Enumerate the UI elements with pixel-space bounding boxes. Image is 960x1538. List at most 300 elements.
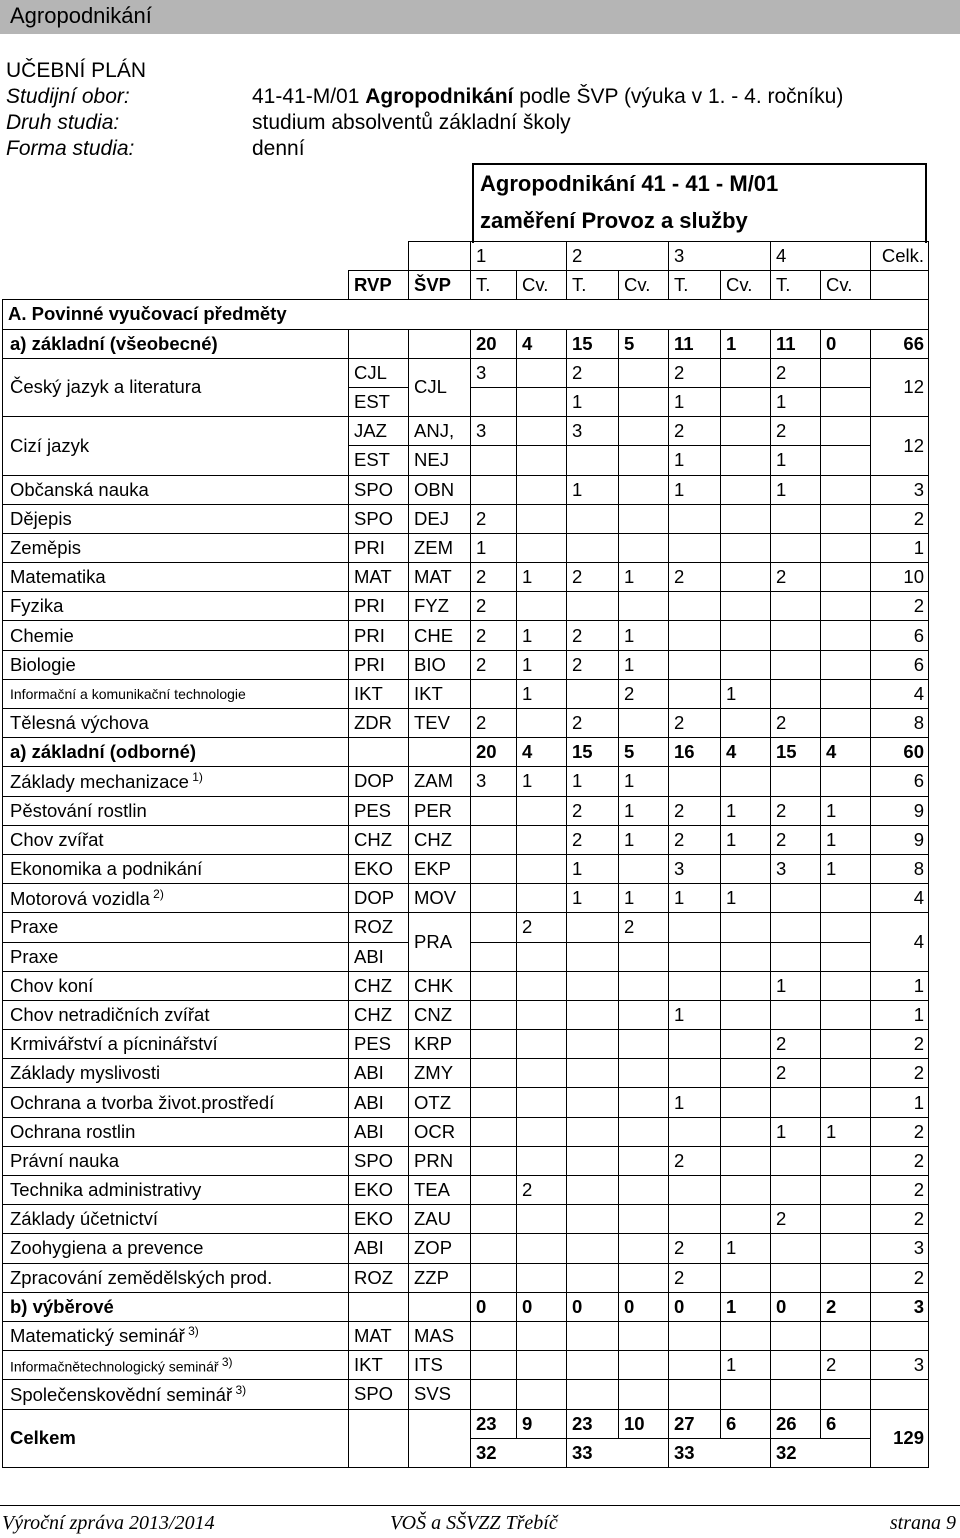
hours-cell [517, 796, 567, 825]
hours-cell [821, 971, 871, 1000]
rvp-code: PRI [349, 592, 409, 621]
hours-cell [821, 358, 871, 387]
hours-cell [619, 709, 669, 738]
subject-name [3, 475, 349, 504]
subject-name [3, 650, 349, 679]
hours-cell [471, 913, 517, 942]
hours-cell [517, 1146, 567, 1175]
footnote-mark: 1) [188, 769, 203, 784]
subject-name [3, 796, 349, 825]
svp-code: MAS [409, 1321, 471, 1350]
subject-name [3, 621, 349, 650]
table-row [3, 1146, 929, 1175]
hours-cell: 2 [567, 709, 619, 738]
hours-cell: 1 [721, 679, 771, 708]
hours-cell [619, 1234, 669, 1263]
svp-code: ZEM [409, 533, 471, 562]
rvp-code: MAT [349, 563, 409, 592]
hours-cell: 0 [567, 1292, 619, 1321]
hours-cell [619, 1059, 669, 1088]
druh-value: studium absolventů základní školy [252, 111, 571, 134]
table-row [3, 358, 929, 387]
hours-cell: 1 [669, 884, 721, 913]
hours-cell [821, 942, 871, 971]
hours-cell [567, 1030, 619, 1059]
rvp-code: ROZ [349, 1263, 409, 1292]
table-row [3, 1351, 929, 1380]
hours-cell: 1 [669, 1000, 721, 1029]
total-cell: 3 [871, 475, 929, 504]
hours-cell [567, 679, 619, 708]
total-cell: 1 [871, 533, 929, 562]
rvp-code: SPO [349, 1146, 409, 1175]
svp-code: EKP [409, 854, 471, 883]
hours-cell [771, 650, 821, 679]
hours-cell [471, 1088, 517, 1117]
hours-cell [771, 1263, 821, 1292]
cv-header: Cv. [721, 271, 771, 300]
subject-name [3, 417, 349, 475]
svp-code: CHK [409, 971, 471, 1000]
hours-cell [721, 1176, 771, 1205]
hours-cell [619, 1146, 669, 1175]
hours-cell [619, 1263, 669, 1292]
subject-label: Základy účetnictví [10, 1208, 159, 1230]
svp-code: OCR [409, 1117, 471, 1146]
hours-cell: 10 [619, 1409, 669, 1438]
hours-cell [567, 1351, 619, 1380]
hours-cell [619, 1117, 669, 1146]
year-header-row [3, 242, 929, 271]
total-cell [871, 1380, 929, 1409]
hours-cell [619, 533, 669, 562]
total-cell: 2 [871, 1205, 929, 1234]
hours-cell [517, 942, 567, 971]
hours-cell [721, 1146, 771, 1175]
svp-code: TEA [409, 1176, 471, 1205]
rvp-code: JAZ [349, 417, 409, 446]
hours-cell [669, 1351, 721, 1380]
total-cell: 3 [871, 1351, 929, 1380]
svp-code: ITS [409, 1351, 471, 1380]
blank-cell [409, 242, 471, 271]
hours-cell [471, 475, 517, 504]
hours-cell [821, 709, 871, 738]
hours-cell [821, 767, 871, 796]
hours-cell [771, 1176, 821, 1205]
subject-name [3, 942, 349, 971]
hours-cell [821, 1380, 871, 1409]
hours-cell: 2 [669, 796, 721, 825]
obor-code: 41-41-M/01 [252, 85, 360, 108]
hours-cell: 1 [771, 387, 821, 416]
table-row [3, 563, 929, 592]
hours-cell: 2 [669, 1263, 721, 1292]
svp-code: MAT [409, 563, 471, 592]
subject-label: Praxe [10, 945, 59, 967]
table-row [3, 1205, 929, 1234]
total-cell: 12 [871, 358, 929, 416]
hours-cell [721, 1088, 771, 1117]
hours-cell [517, 1321, 567, 1350]
hours-cell: 15 [567, 329, 619, 358]
subject-label: a) základní (odborné) [10, 741, 197, 763]
section-title: A. Povinné vyučovací předměty [3, 300, 929, 329]
hours-cell [771, 767, 821, 796]
hours-cell [517, 1059, 567, 1088]
hours-cell: 20 [471, 738, 517, 767]
hours-cell: 1 [669, 1088, 721, 1117]
hours-cell: 1 [669, 387, 721, 416]
total-cell: 2 [871, 504, 929, 533]
footer-school: VOŠ a SŠVZZ Třebíč [390, 1512, 558, 1534]
footnote-mark: 3) [184, 1324, 199, 1339]
hours-cell: 2 [669, 825, 721, 854]
hours-cell [821, 1176, 871, 1205]
hours-cell [669, 650, 721, 679]
hours-cell: 1 [771, 475, 821, 504]
hours-cell: 2 [567, 650, 619, 679]
subject-name [3, 1000, 349, 1029]
subject-label: Pěstování rostlin [10, 799, 147, 821]
svp-code: IKT [409, 679, 471, 708]
hours-cell [821, 1234, 871, 1263]
hours-cell: 2 [567, 796, 619, 825]
hours-cell: 1 [721, 825, 771, 854]
subject-name [3, 1234, 349, 1263]
hours-cell: 2 [619, 913, 669, 942]
hours-cell [669, 942, 721, 971]
cv-header: Cv. [517, 271, 567, 300]
hours-cell: 1 [517, 650, 567, 679]
hours-cell: 1 [721, 1351, 771, 1380]
hours-cell: 9 [517, 1409, 567, 1438]
svp-code: OBN [409, 475, 471, 504]
subject-name [3, 563, 349, 592]
hours-cell [471, 1321, 517, 1350]
grand-total: 129 [871, 1409, 929, 1467]
hours-cell [721, 563, 771, 592]
subject-name [3, 1088, 349, 1117]
hours-cell [567, 1380, 619, 1409]
subject-label: Chov netradičních zvířat [10, 1003, 210, 1025]
hours-cell [619, 446, 669, 475]
table-row [3, 475, 929, 504]
table-row [3, 1380, 929, 1409]
total-cell: 2 [871, 1059, 929, 1088]
total-cell: 6 [871, 767, 929, 796]
hours-cell: 4 [721, 738, 771, 767]
hours-cell [821, 504, 871, 533]
hours-cell: 0 [517, 1292, 567, 1321]
hours-cell [517, 1088, 567, 1117]
hours-cell [721, 1030, 771, 1059]
subject-name [3, 767, 349, 796]
hours-cell [721, 942, 771, 971]
hours-cell: 1 [517, 767, 567, 796]
blank-cell [349, 242, 409, 271]
hours-cell: 2 [771, 358, 821, 387]
hours-cell [821, 1146, 871, 1175]
hours-cell [821, 621, 871, 650]
rvp-code: EST [349, 446, 409, 475]
table-row [3, 592, 929, 621]
plan-heading: UČEBNÍ PLÁN [6, 59, 147, 82]
rvp-code: SPO [349, 1380, 409, 1409]
hours-cell [567, 1263, 619, 1292]
total-cell: 66 [871, 329, 929, 358]
rvp-code: PRI [349, 650, 409, 679]
hours-cell: 5 [619, 329, 669, 358]
subject-name [3, 854, 349, 883]
svp-code: MOV [409, 884, 471, 913]
hours-cell [619, 1088, 669, 1117]
hours-cell [721, 854, 771, 883]
hours-cell: 6 [721, 1409, 771, 1438]
hours-cell [471, 1146, 517, 1175]
hours-cell: 1 [619, 767, 669, 796]
subject-name [3, 358, 349, 416]
year-sum: 32 [471, 1438, 567, 1467]
hours-cell [721, 913, 771, 942]
rvp-code: CHZ [349, 971, 409, 1000]
subject-name [3, 504, 349, 533]
hours-cell: 1 [567, 387, 619, 416]
rvp-code: PES [349, 1030, 409, 1059]
total-cell: 1 [871, 971, 929, 1000]
table-row [3, 709, 929, 738]
total-cell: 10 [871, 563, 929, 592]
table-row [3, 1088, 929, 1117]
hours-cell: 5 [619, 738, 669, 767]
hours-cell: 1 [771, 446, 821, 475]
subject-label: Český jazyk a literatura [10, 376, 202, 398]
hours-cell [771, 1351, 821, 1380]
subject-name [3, 884, 349, 913]
subject-name [3, 1205, 349, 1234]
hours-cell [821, 563, 871, 592]
rvp-code: ZDR [349, 709, 409, 738]
hours-cell: 1 [771, 971, 821, 1000]
hours-cell: 0 [669, 1292, 721, 1321]
hours-cell [517, 417, 567, 446]
hours-cell [771, 621, 821, 650]
section-row [3, 300, 929, 329]
hours-cell [619, 475, 669, 504]
table-row [3, 650, 929, 679]
hours-cell [771, 533, 821, 562]
t-header: T. [669, 271, 721, 300]
obor-label: Studijní obor: [6, 85, 130, 108]
rvp-code: SPO [349, 475, 409, 504]
hours-cell: 6 [821, 1409, 871, 1438]
hours-cell: 2 [471, 709, 517, 738]
rvp-code: MAT [349, 1321, 409, 1350]
hours-cell [771, 1321, 821, 1350]
hours-cell [821, 650, 871, 679]
hours-cell: 1 [821, 825, 871, 854]
subject-label: Chov koní [10, 974, 94, 996]
hours-cell [669, 1059, 721, 1088]
svp-code: ANJ, [409, 417, 471, 446]
hours-cell: 3 [471, 417, 517, 446]
hours-cell: 15 [771, 738, 821, 767]
cv-header: Cv. [619, 271, 669, 300]
blank-cell [409, 1409, 471, 1467]
svp-code: KRP [409, 1030, 471, 1059]
hours-cell [669, 1380, 721, 1409]
total-cell: 2 [871, 1263, 929, 1292]
hours-cell: 1 [619, 621, 669, 650]
hours-cell: 1 [721, 1234, 771, 1263]
hours-cell [567, 913, 619, 942]
hours-cell [669, 1117, 721, 1146]
hours-cell [517, 1234, 567, 1263]
hours-cell: 2 [471, 592, 517, 621]
total-cell: 2 [871, 1117, 929, 1146]
total-cell: 4 [871, 913, 929, 971]
hours-cell [567, 971, 619, 1000]
hours-cell: 2 [619, 679, 669, 708]
hours-cell [517, 1000, 567, 1029]
rvp-code: IKT [349, 679, 409, 708]
subject-name [3, 1146, 349, 1175]
hours-cell [567, 1321, 619, 1350]
hours-cell [721, 1263, 771, 1292]
hours-cell [721, 592, 771, 621]
blank-cell [3, 242, 349, 271]
hours-cell [517, 533, 567, 562]
druh-line [6, 110, 571, 136]
subject-label: Ochrana a tvorba život.prostředí [10, 1091, 275, 1113]
hours-cell: 16 [669, 738, 721, 767]
hours-cell [821, 475, 871, 504]
hours-cell: 15 [567, 738, 619, 767]
hours-cell [619, 854, 669, 883]
total-header: Celk. [871, 242, 929, 271]
hours-cell [517, 854, 567, 883]
hours-cell [821, 1000, 871, 1029]
subject-name [3, 1321, 349, 1350]
hours-cell [771, 679, 821, 708]
total-cell: 3 [871, 1292, 929, 1321]
hours-cell [517, 1117, 567, 1146]
hours-cell: 2 [471, 563, 517, 592]
rvp-code: EST [349, 387, 409, 416]
hours-cell [721, 446, 771, 475]
hours-cell [619, 1351, 669, 1380]
footnote-mark: 3) [218, 1355, 233, 1370]
subject-label: Ekonomika a podnikání [10, 858, 203, 880]
svp-header: ŠVP [409, 271, 471, 300]
hours-cell [471, 796, 517, 825]
svp-code: ZZP [409, 1263, 471, 1292]
table-row [3, 1292, 929, 1321]
table-row [3, 679, 929, 708]
hours-cell: 20 [471, 329, 517, 358]
hours-cell [669, 533, 721, 562]
hours-cell: 1 [567, 475, 619, 504]
hours-cell: 1 [619, 796, 669, 825]
table-row [3, 971, 929, 1000]
rvp-code [349, 1292, 409, 1321]
hours-cell: 2 [771, 796, 821, 825]
subject-name [3, 329, 349, 358]
hours-cell [669, 679, 721, 708]
hours-cell [517, 387, 567, 416]
hours-cell: 1 [721, 884, 771, 913]
forma-label: Forma studia: [6, 137, 135, 160]
hours-cell [721, 417, 771, 446]
hours-cell: 1 [821, 1117, 871, 1146]
subject-name [3, 1351, 349, 1380]
svp-code: PER [409, 796, 471, 825]
table-row [3, 913, 929, 942]
hours-cell [821, 1321, 871, 1350]
total-cell: 9 [871, 796, 929, 825]
year-sum: 33 [567, 1438, 669, 1467]
hours-cell [721, 533, 771, 562]
hours-cell [721, 1059, 771, 1088]
hours-cell: 3 [771, 854, 821, 883]
hours-cell [517, 1030, 567, 1059]
svp-code: ZAU [409, 1205, 471, 1234]
hours-cell: 2 [669, 563, 721, 592]
hours-cell [471, 1030, 517, 1059]
hours-cell: 1 [619, 825, 669, 854]
subject-label: Dějepis [10, 507, 72, 529]
program-name: Agropodnikání 41 - 41 - M/01 [480, 171, 779, 196]
hours-cell [721, 504, 771, 533]
subject-label: Zoohygiena a prevence [10, 1237, 204, 1259]
total-cell: 3 [871, 1234, 929, 1263]
hours-cell: 1 [567, 884, 619, 913]
hours-cell [669, 1205, 721, 1234]
hours-cell: 1 [567, 854, 619, 883]
hours-cell: 2 [471, 621, 517, 650]
hours-cell: 2 [567, 358, 619, 387]
footnote-mark: 3) [232, 1382, 247, 1397]
hours-cell [821, 1088, 871, 1117]
hours-cell [721, 1000, 771, 1029]
table-row [3, 884, 929, 913]
hours-cell: 2 [821, 1292, 871, 1321]
forma-value: denní [252, 137, 305, 160]
hours-cell [821, 417, 871, 446]
subject-label: Základy mechanizace [10, 771, 189, 793]
hours-cell [821, 533, 871, 562]
rvp-code [349, 329, 409, 358]
subject-label: Informačnětechnologický seminář [10, 1359, 219, 1376]
table-row [3, 1059, 929, 1088]
hours-cell: 2 [771, 709, 821, 738]
total-cell: 2 [871, 1176, 929, 1205]
svp-code: SVS [409, 1380, 471, 1409]
hours-cell [821, 1205, 871, 1234]
subject-label: Technika administrativy [10, 1179, 202, 1201]
hours-cell [567, 533, 619, 562]
hours-cell [721, 1321, 771, 1350]
hours-cell [517, 971, 567, 1000]
total-cell: 6 [871, 621, 929, 650]
svp-code: BIO [409, 650, 471, 679]
year-sum: 32 [771, 1438, 871, 1467]
hours-cell: 1 [619, 884, 669, 913]
hours-cell [471, 1117, 517, 1146]
rvp-code: EKO [349, 1176, 409, 1205]
svp-code: CHZ [409, 825, 471, 854]
year-header: 2 [567, 242, 669, 271]
